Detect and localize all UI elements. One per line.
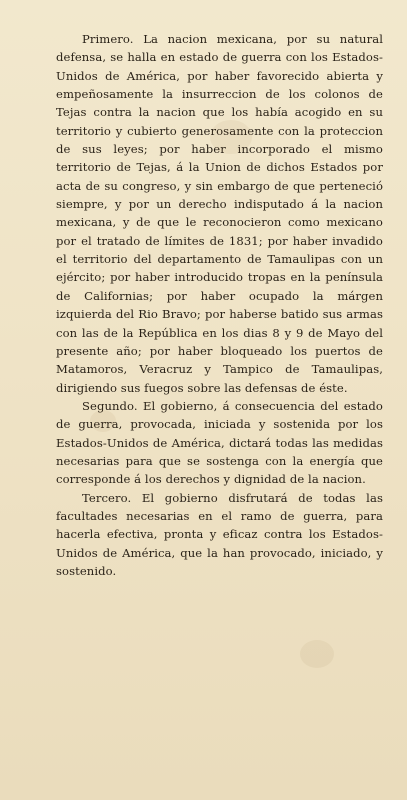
paper-stain xyxy=(300,640,334,668)
document-text xyxy=(56,30,383,580)
paper-stain xyxy=(90,410,116,432)
paragraph-tercero: Tercero. El gobierno disfrutará de todas las facultades necesarias en el ramo de guerra, para hacerla efectiva, pronta y eficaz contra los Estados-Unidos de América, que la han provocado, iniciado, y sostenido. xyxy=(56,490,383,578)
paragraph-segundo: Segundo. El gobierno, á consecuencia del estado de guerra, provocada, iniciada y sostenida por los Estados-Unidos de América, dictará todas las medidas necesarias para que se sostenga con la energía que corresponde á los derechos y dignidad de la nacion. xyxy=(56,398,383,487)
paper-stain xyxy=(210,120,252,154)
paragraph-primero: Primero. La nacion mexicana, por su natural defensa, se halla en estado de guerra con los Estados-Unidos de América, por haber favorecido abierta y empeñosamente la insurreccion de los colonos de Tejas contra la nacion que los había acogido en su territorio y cubierto generosamente con la proteccion de sus leyes; por haber incorporado el mismo territorio de Tejas, á la Union de dichos Estados por acta de su congreso, y sin embargo de que perteneció siempre, y por un derecho indisputado á la nacion mexicana, y de que le reconocieron como mexicano por el tratado de límites de 1831; por haber invadido el territorio del departamento de Tamaulipas con un ejército; por haber introducido tropas en la península de Californias; por haber ocupado la márgen izquierda del Rio Bravo; por haberse batido sus armas con las de la República en los dias 8 y 9 de Mayo del presente año; por haber bloqueado los puertos de Matamoros, Veracruz y Tampico de Tamaulipas, dirigiendo sus fuegos sobre las defensas de éste. xyxy=(56,32,383,395)
